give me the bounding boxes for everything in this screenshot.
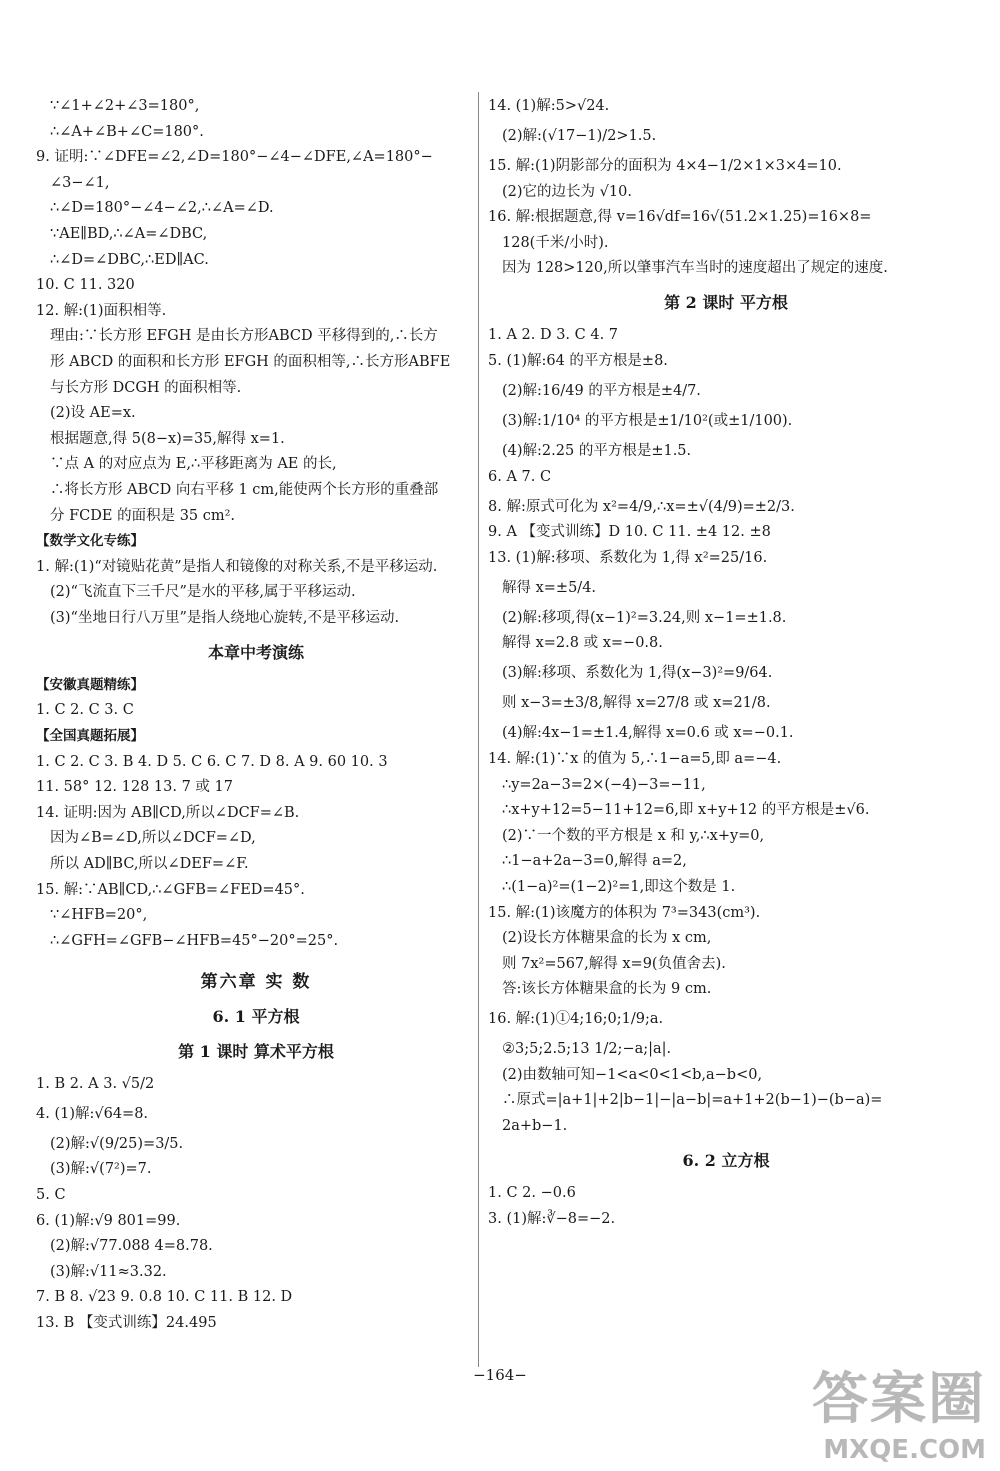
text-line: 15. 解:(1)阴影部分的面积为 4×4−1/2×1×3×4=10. [488,158,842,174]
text-line: (2)解:(√17−1)/2>1.5. [502,128,657,144]
text-line: 答:该长方体糖果盒的长为 9 cm. [502,981,712,998]
text-line: 1. 解:(1)“对镜贴花黄”是指人和镜像的对称关系,不是平移运动. [36,558,438,575]
text-line: (2)“飞流直下三千尺”是水的平移,属于平移运动. [50,584,356,601]
text-line: ∴原式=|a+1|+2|b−1|−|a−b|=a+1+2(b−1)−(b−a)= [502,1092,883,1109]
text-line: (2)解:√(9/25)=3/5. [50,1135,184,1152]
text-line: 14. 解:(1)∵x 的值为 5,∴1−a=5,即 a=−4. [488,750,782,767]
text-line: 9. 证明:∵∠DFE=∠2,∠D=180°−∠4−∠DFE,∠A=180°− [36,149,433,166]
section-heading: 本章中考演练 [207,642,304,662]
text-line: ∵∠HFB=20°, [50,907,148,924]
text-line: 13. (1)解:移项、系数化为 1,得 x²=25/16. [488,549,768,566]
watermark-site: MXQE.COM [823,1435,986,1465]
column-divider [478,92,479,1367]
text-line: ∴∠D=180°−∠4−∠2,∴∠A=∠D. [50,200,274,217]
text-line: ∴1−a+2a−3=0,解得 a=2, [502,853,687,870]
text-line: 14. 证明:因为 AB∥CD,所以∠DCF=∠B. [36,804,300,821]
text-line: (4)解:2.25 的平方根是±1.5. [502,442,692,459]
text-line: ∴将长方形 ABCD 向右平移 1 cm,能使两个长方形的重叠部 [50,481,439,498]
text-line: 解得 x=±5/4. [502,579,597,596]
text-line: 所以 AD∥BC,所以∠DEF=∠F. [50,856,249,873]
section-heading: 6. 2 立方根 [682,1151,770,1171]
text-line: ∵AE∥BD,∴∠A=∠DBC, [50,225,208,242]
bracket-section-label: 【安徽真题精练】 [36,676,144,693]
text-line: 15. 解:∵AB∥CD,∴∠GFB=∠FED=45°. [36,881,305,898]
text-line: ∴(1−a)²=(1−2)²=1,即这个数是 1. [502,878,736,895]
text-line: 6. (1)解:√9 801=99. [36,1212,181,1229]
text-line: 因为 128>120,所以肇事汽车当时的速度超出了规定的速度. [502,260,888,277]
text-line: 4. (1)解:√64=8. [36,1105,149,1122]
left-column [36,96,476,1339]
text-line: ∴∠GFH=∠GFB−∠HFB=45°−20°=25°. [50,932,339,949]
text-line: (2)设 AE=x. [50,405,136,422]
text-line: (4)解:4x−1=±1.4,解得 x=0.6 或 x=−0.1. [502,725,794,742]
text-line: 3. (1)解:∛−8=−2. [488,1210,616,1227]
text-line: 则 x−3=±3/8,解得 x=27/8 或 x=21/8. [502,695,771,712]
text-line: 16. 解:根据题意,得 v=16√df=16√(51.2×1.25)=16×8= [488,209,872,226]
text-line: 根据题意,得 5(8−x)=35,解得 x=1. [50,430,285,447]
bracket-section-label: 【数学文化专练】 [36,533,144,550]
text-line: 14. (1)解:5>√24. [488,98,610,114]
text-line: 则 7x²=567,解得 x=9(负值舍去). [502,955,726,972]
text-line: 1. A 2. D 3. C 4. 7 [488,327,619,344]
text-line: 解得 x=2.8 或 x=−0.8. [502,635,663,652]
section-heading: 第 1 课时 算术平方根 [178,1041,334,1061]
text-line: (2)解:√77.088 4=8.78. [50,1238,213,1255]
text-line: ∴x+y+12=5−11+12=6,即 x+y+12 的平方根是±√6. [502,802,870,819]
text-line: (2)解:16/49 的平方根是±4/7. [502,382,701,399]
text-line: 15. 解:(1)该魔方的体积为 7³=343(cm³). [488,904,761,921]
text-line: (2)它的边长为 √10. [502,183,632,200]
text-line: ∴∠D=∠DBC,∴ED∥AC. [50,251,209,268]
text-line: (3)解:√11≈3.32. [50,1263,167,1280]
text-line: 7. B 8. √23 9. 0.8 10. C 11. B 12. D [36,1289,293,1306]
text-line: 11. 58° 12. 128 13. 7 或 17 [36,779,233,796]
text-line: (2)由数轴可知−1<a<0<1<b,a−b<0, [502,1066,763,1083]
text-line: 10. C 11. 320 [36,277,135,294]
text-line: 1. B 2. A 3. √5/2 [36,1075,155,1092]
text-line: (2)设长方体糖果盒的长为 x cm, [502,930,712,947]
text-line: ∠3−∠1, [50,174,110,191]
text-line: 12. 解:(1)面积相等. [36,302,167,319]
text-line: (3)“坐地日行八万里”是指人绕地心旋转,不是平移运动. [50,609,400,626]
text-line: 1. C 2. C 3. B 4. D 5. C 6. C 7. D 8. A 9. 60 10. 3 [36,753,388,770]
watermark [812,1355,986,1465]
text-line: 5. C [36,1187,66,1203]
text-line: 与长方形 DCGH 的面积相等. [50,379,242,396]
section-heading: 6. 1 平方根 [212,1006,300,1026]
text-line: ∴∠A+∠B+∠C=180°. [50,123,204,140]
text-line: 分 FCDE 的面积是 35 cm². [50,507,236,524]
text-line: ∵点 A 的对应点为 E,∴平移距离为 AE 的长, [50,456,337,473]
text-line: 6. A 7. C [488,468,552,485]
text-line: (3)解:移项、系数化为 1,得(x−3)²=9/64. [502,665,773,682]
page-number: −164− [473,1366,527,1384]
section-heading: 第 2 课时 平方根 [664,293,788,313]
text-line: (2)解:移项,得(x−1)²=3.24,则 x−1=±1.8. [502,609,787,626]
watermark-logo: 答案圈 [812,1367,986,1432]
text-line: 理由:∵长方形 EFGH 是由长方形ABCD 平移得到的,∴长方 [50,328,438,345]
text-line: 2a+b−1. [502,1118,568,1135]
text-line: 16. 解:(1)①4;16;0;1/9;a. [488,1011,664,1028]
text-line: 9. A 【变式训练】D 10. C 11. ±4 12. ±8 [488,524,771,541]
text-line: 13. B 【变式训练】24.495 [36,1314,217,1331]
text-line: 128(千米/小时). [502,234,609,251]
bracket-section-label: 【全国真题拓展】 [36,728,144,745]
text-line: 5. (1)解:64 的平方根是±8. [488,352,668,369]
text-line: (2)∵一个数的平方根是 x 和 y,∴x+y=0, [502,827,765,844]
text-line: 因为∠B=∠D,所以∠DCF=∠D, [50,830,256,847]
chapter-heading: 第六章 实 数 [200,971,312,992]
right-column [488,96,964,1234]
text-line: (3)解:√(7²)=7. [50,1161,152,1178]
text-line: 1. C 2. −0.6 [488,1185,576,1202]
text-line: 形 ABCD 的面积和长方形 EFGH 的面积相等,∴长方形ABFE [50,353,451,370]
text-line: ②3;5;2.5;13 1/2;−a;|a|. [502,1041,672,1058]
text-line: 8. 解:原式可化为 x²=4/9,∴x=±√(4/9)=±2/3. [488,498,795,515]
text-line: 1. C 2. C 3. C [36,702,134,719]
text-line: (3)解:1/10⁴ 的平方根是±1/10²(或±1/100). [502,412,793,429]
text-line: ∵∠1+∠2+∠3=180°, [50,98,200,114]
text-line: ∴y=2a−3=2×(−4)−3=−11, [502,776,706,793]
